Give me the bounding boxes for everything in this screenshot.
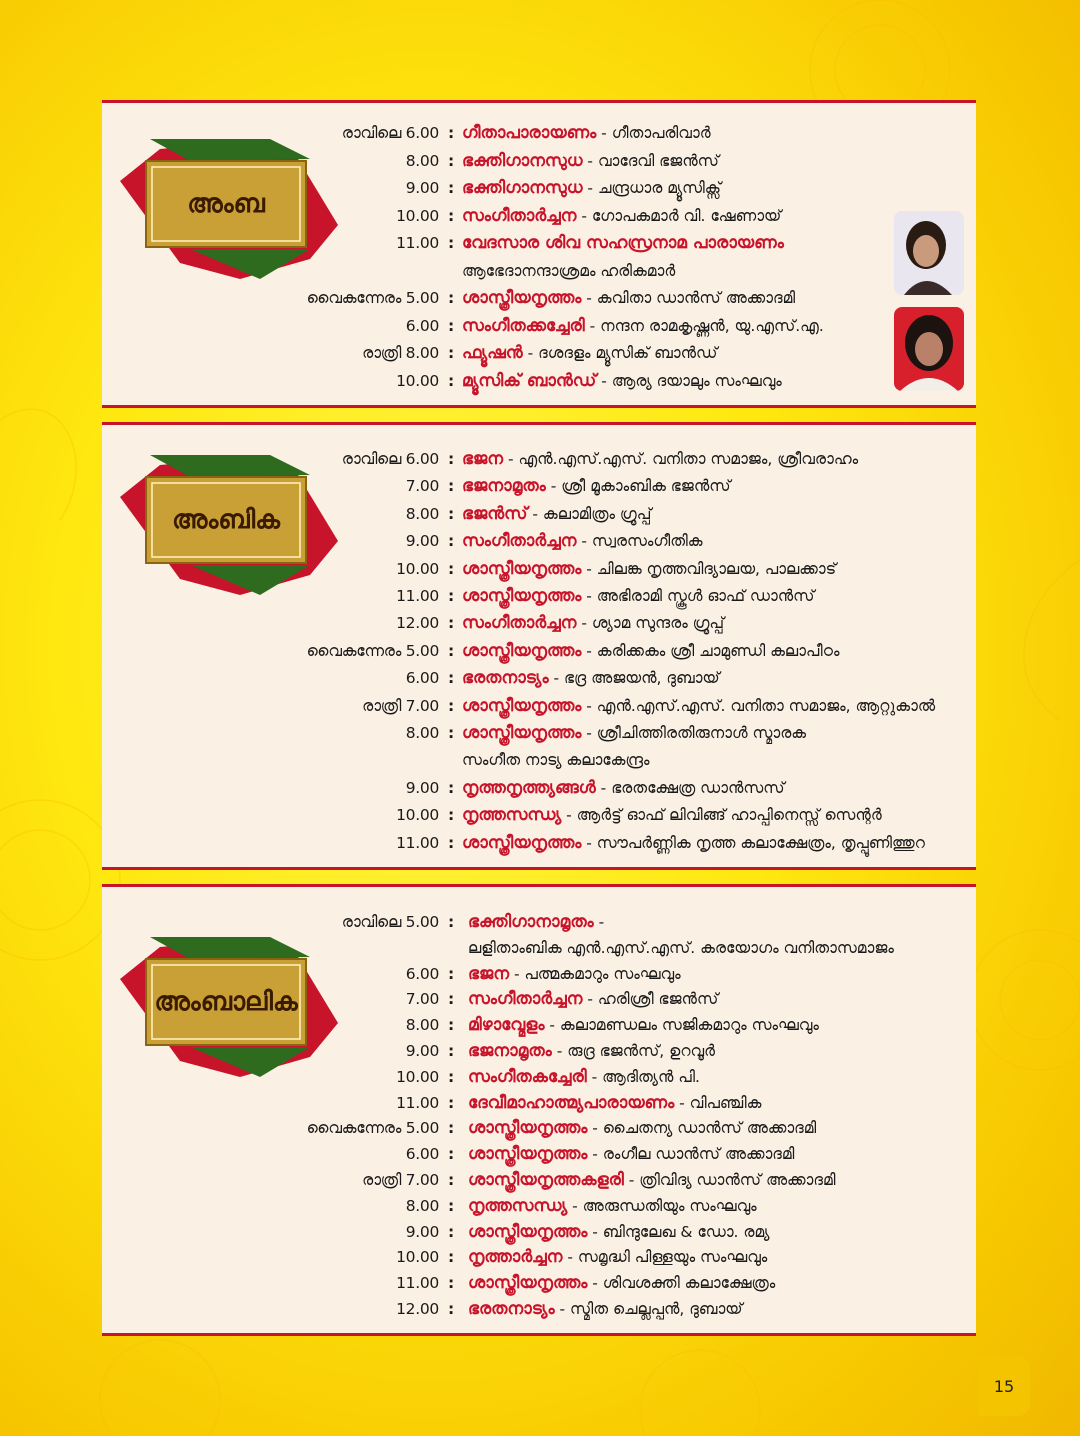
schedule-entry bbox=[462, 693, 935, 719]
separator: : bbox=[448, 1248, 455, 1267]
separator: : bbox=[448, 669, 455, 688]
program-name: ദേവീമാഹാത്മ്യപാരായണം bbox=[468, 1092, 675, 1113]
separator: : bbox=[448, 1067, 455, 1086]
program-name: ഭരതനാട്യം bbox=[468, 1299, 555, 1319]
separator: : bbox=[448, 778, 455, 797]
schedule-time: 11.00 bbox=[396, 1274, 439, 1293]
schedule-entry bbox=[468, 1141, 794, 1167]
schedule-row bbox=[102, 961, 976, 987]
separator: : bbox=[448, 316, 455, 335]
section-title: അംബ bbox=[187, 188, 265, 219]
schedule-time: രാവിലെ 6.00 bbox=[341, 450, 439, 468]
schedule-time: രാത്രി 7.00 bbox=[362, 1171, 439, 1189]
schedule-time: 6.00 bbox=[405, 964, 439, 983]
schedule-entry bbox=[462, 501, 651, 527]
schedule-entry bbox=[468, 1193, 757, 1219]
schedule-row bbox=[102, 935, 976, 961]
schedule-time: 9.00 bbox=[405, 532, 439, 551]
schedule-entry bbox=[462, 747, 650, 773]
performer-name: - ത്രിവിദ്യ ഡാൻസ് അക്കാദമി bbox=[623, 1171, 836, 1189]
schedule-row bbox=[102, 1090, 976, 1116]
schedule-entry bbox=[468, 1115, 816, 1141]
performer-name: - എൻ.എസ്.എസ്. വനിതാ സമാജം, ശ്രീവരാഹം bbox=[503, 450, 859, 468]
schedule-time: വൈകന്നേരം 5.00 bbox=[306, 1119, 439, 1138]
separator: : bbox=[448, 641, 455, 660]
schedule-row bbox=[102, 473, 976, 499]
performer-photo-1 bbox=[894, 211, 964, 295]
schedule-entry bbox=[468, 1090, 761, 1116]
schedule-time: 6.00 bbox=[405, 316, 439, 335]
separator: : bbox=[448, 696, 455, 715]
separator: : bbox=[448, 614, 455, 633]
performer-name: - ആർട്ട് ഓഫ് ലിവിങ്ങ് ഹാപ്പിനെസ്സ് സെന്റർ bbox=[561, 806, 882, 825]
schedule-row bbox=[102, 1038, 976, 1064]
schedule-time: 8.00 bbox=[405, 1016, 439, 1035]
schedule-time: രാത്രി 7.00 bbox=[362, 696, 439, 715]
program-name: ഭക്തിഗാനാമൃതം bbox=[468, 912, 594, 932]
performer-name: - സ്വരസംഗീതിക bbox=[576, 532, 703, 551]
schedule-time: 7.00 bbox=[405, 477, 439, 496]
schedule-entry bbox=[462, 285, 795, 311]
schedule-row bbox=[102, 120, 976, 146]
program-name: ശാസ്ത്രീയനൃത്തം bbox=[462, 558, 582, 579]
schedule-row bbox=[102, 583, 976, 609]
separator: : bbox=[448, 913, 455, 931]
program-name: ഭരതനാട്യം bbox=[462, 668, 549, 689]
program-name: സംഗീതക്കച്ചേരി bbox=[462, 315, 585, 336]
schedule-entry bbox=[462, 120, 711, 146]
performer-name: - ദശദളം മ്യൂസിക് ബാൻഡ് bbox=[522, 344, 718, 362]
schedule-row bbox=[102, 1219, 976, 1245]
schedule-row bbox=[102, 1193, 976, 1219]
program-name: ശാസ്ത്രീയനൃത്തം bbox=[462, 640, 582, 661]
program-name: ഭജനാമൃതം bbox=[462, 476, 546, 497]
schedule-entry bbox=[462, 830, 925, 856]
separator: : bbox=[448, 990, 455, 1009]
schedule-entry bbox=[462, 148, 719, 174]
separator: : bbox=[448, 964, 455, 983]
performer-name: - രംഗീല ഡാൻസ് അക്കാദമി bbox=[587, 1145, 795, 1164]
schedule-entry bbox=[462, 230, 784, 256]
program-name: ഗീതാപാരായണം bbox=[462, 123, 597, 143]
schedule-row bbox=[102, 1167, 976, 1193]
performer-name: - ഗീതാപരിവാർ bbox=[596, 124, 711, 142]
program-name: ഭക്തിഗാനസുധ bbox=[462, 178, 583, 198]
separator: : bbox=[448, 1119, 455, 1138]
separator: : bbox=[448, 1093, 455, 1112]
schedule-row bbox=[102, 528, 976, 554]
separator: : bbox=[448, 124, 455, 142]
separator: : bbox=[448, 504, 455, 523]
separator: : bbox=[448, 206, 455, 225]
performer-name: - ശ്യാമ സുന്ദരം ഗ്രൂപ്പ് bbox=[576, 614, 725, 633]
program-name: സംഗീതാർച്ചന bbox=[462, 205, 577, 226]
schedule-entry bbox=[462, 638, 839, 664]
program-name: ശാസ്ത്രീയനൃത്തം bbox=[462, 723, 582, 743]
performer-name: - കരിക്കകം ശ്രീ ചാമുണ്ഡി കലാപീഠം bbox=[581, 641, 840, 660]
separator: : bbox=[448, 724, 455, 742]
performer-name: - വിപഞ്ചിക bbox=[674, 1093, 762, 1112]
program-name: മിഴാവ്മേളം bbox=[468, 1015, 545, 1036]
program-name: സംഗീതകച്ചേരി bbox=[468, 1066, 587, 1087]
separator: : bbox=[448, 179, 455, 197]
program-name: നൃത്തസന്ധ്യ bbox=[468, 1195, 568, 1216]
performer-name: - ഭദ്ര അജയൻ, ദുബായ് bbox=[548, 669, 720, 688]
schedule-time: 12.00 bbox=[396, 1300, 439, 1318]
program-name: ഭജന bbox=[462, 449, 504, 469]
schedule-entry bbox=[462, 556, 836, 582]
schedule-entry bbox=[462, 446, 858, 472]
performer-name: - ഭരതക്ഷേത്ര ഡാൻസസ് bbox=[595, 778, 785, 797]
program-name: ഫ്യൂഷൻ bbox=[462, 343, 523, 363]
schedule-row bbox=[102, 909, 976, 935]
program-name: ശാസ്ത്രീയനൃത്തം bbox=[462, 695, 582, 716]
schedule-row bbox=[102, 775, 976, 801]
schedule-entry bbox=[462, 473, 731, 499]
separator: : bbox=[448, 806, 455, 825]
schedule-entry bbox=[462, 528, 703, 554]
schedule-row bbox=[102, 285, 976, 311]
performer-name: - എൻ.എസ്.എസ്. വനിതാ സമാജം, ആറ്റുകാൽ bbox=[581, 696, 936, 715]
schedule-row bbox=[102, 148, 976, 174]
schedule-row bbox=[102, 747, 976, 773]
performer-name: - അരുന്ധതിയും സംഘവും bbox=[567, 1196, 757, 1215]
schedule-time: വൈകന്നേരം 5.00 bbox=[306, 289, 439, 307]
program-name: സംഗീതാർച്ചന bbox=[462, 613, 577, 634]
performer-name: - രുദ്ര ഭജൻസ്, ഉറവൂർ bbox=[551, 1042, 716, 1060]
schedule-entry bbox=[468, 935, 894, 961]
performer-name: - ശിവശക്തി കലാക്ഷേത്രം bbox=[587, 1274, 776, 1293]
program-name: ശാസ്ത്രീയനൃത്തം bbox=[468, 1273, 588, 1294]
schedule-row bbox=[102, 830, 976, 856]
schedule-row bbox=[102, 368, 976, 394]
schedule-row bbox=[102, 1270, 976, 1296]
schedule-row bbox=[102, 1064, 976, 1090]
performer-name: സംഗീത നാട്യ കലാകേന്ദ്രം bbox=[462, 751, 650, 770]
performer-name: - സമൃദ്ധി പിള്ളയും സംഘവും bbox=[562, 1248, 768, 1267]
schedule-row bbox=[102, 986, 976, 1012]
performer-name: - ബിന്ദുലേഖ & ഡോ. രമ്യ bbox=[587, 1222, 770, 1241]
performer-name: - കലാമണ്ഡലം സജികമാറും സംഘവും bbox=[544, 1016, 819, 1035]
performer-name: - ഗോപകമാർ വി. ഷേണായ് bbox=[576, 206, 782, 225]
schedule-time: 7.00 bbox=[405, 990, 439, 1009]
schedule-row bbox=[102, 340, 976, 366]
performer-name: - പത്മകമാറും സംഘവും bbox=[509, 964, 681, 983]
performer-name: - ഹരിശ്രീ ഭജൻസ് bbox=[582, 990, 719, 1009]
page-number: 15 bbox=[978, 1356, 1030, 1416]
schedule-entry bbox=[462, 368, 782, 394]
program-name: ശാസ്ത്രീയനൃത്തകളരി bbox=[468, 1170, 624, 1190]
schedule-entry bbox=[462, 665, 720, 691]
schedule-row bbox=[102, 556, 976, 582]
separator: : bbox=[448, 833, 455, 852]
performer-name: - ചന്ദ്രധാര മ്യൂസിക്സ് bbox=[582, 179, 721, 197]
schedule-row bbox=[102, 313, 976, 339]
separator: : bbox=[448, 532, 455, 551]
schedule-time: 11.00 bbox=[396, 234, 439, 252]
schedule-row bbox=[102, 665, 976, 691]
schedule-time: 9.00 bbox=[405, 778, 439, 797]
schedule-entry bbox=[462, 775, 785, 801]
schedule-entry bbox=[468, 1219, 769, 1245]
schedule-entry bbox=[468, 1012, 819, 1038]
schedule-entry bbox=[468, 1064, 700, 1090]
separator: : bbox=[448, 559, 455, 578]
performer-name: - ശ്രീചിത്തിരതിരുനാൾ സ്മാരക bbox=[581, 724, 807, 742]
program-name: നൃത്തസന്ധ്യ bbox=[462, 805, 562, 826]
schedule-entry bbox=[462, 258, 675, 284]
program-name: മ്യൂസിക് ബാൻഡ് bbox=[462, 370, 597, 391]
performer-name: - അഭിരാമി സ്കൂൾ ഓഫ് ഡാൻസ് bbox=[581, 587, 815, 605]
performer-name: - ശ്രീ മൂകാംബിക ഭജൻസ് bbox=[545, 477, 731, 496]
schedule-panel-ambika bbox=[102, 422, 976, 870]
program-name: നൃത്താർച്ചന bbox=[468, 1247, 563, 1268]
schedule-entry bbox=[462, 340, 717, 366]
separator: : bbox=[448, 1300, 455, 1318]
program-name: ശാസ്ത്രീയനൃത്തം bbox=[468, 1221, 588, 1242]
schedule-time: 10.00 bbox=[396, 559, 439, 578]
schedule-entry bbox=[462, 313, 824, 339]
program-name: ശാസ്ത്രീയനൃത്തം bbox=[468, 1144, 588, 1165]
separator: : bbox=[448, 1274, 455, 1293]
performer-name: - സ്മിത ചെല്ലപ്പൻ, ദുബായ് bbox=[554, 1300, 743, 1318]
schedule-row bbox=[102, 1244, 976, 1270]
separator: : bbox=[448, 587, 455, 605]
schedule-time: 9.00 bbox=[405, 1222, 439, 1241]
schedule-time: 6.00 bbox=[405, 669, 439, 688]
performer-name: - സൗപർണ്ണിക നൃത്ത കലാക്ഷേത്രം, തൃപ്പൂണിത്തുറ bbox=[581, 833, 925, 852]
schedule-row bbox=[102, 610, 976, 636]
program-name: സംഗീതാർച്ചന bbox=[462, 531, 577, 552]
schedule-time: രാവിലെ 5.00 bbox=[341, 913, 439, 931]
schedule-entry bbox=[468, 1270, 775, 1296]
schedule-row bbox=[102, 446, 976, 472]
schedule-time: 8.00 bbox=[405, 504, 439, 523]
performer-name: - ചിലങ്ക നൃത്തവിദ്യാലയ, പാലക്കാട് bbox=[581, 559, 837, 578]
separator: : bbox=[448, 234, 455, 252]
separator: : bbox=[448, 450, 455, 468]
schedule-time: 10.00 bbox=[396, 206, 439, 225]
schedule-time: 11.00 bbox=[396, 1093, 439, 1112]
program-name: ശാസ്ത്രീയനൃത്തം bbox=[462, 586, 582, 606]
separator: : bbox=[448, 1016, 455, 1035]
schedule-time: രാവിലെ 6.00 bbox=[341, 124, 439, 142]
separator: : bbox=[448, 477, 455, 496]
schedule-time: 10.00 bbox=[396, 1248, 439, 1267]
schedule-time: 12.00 bbox=[396, 614, 439, 633]
schedule-row bbox=[102, 230, 976, 256]
performer-name: - ചൈതന്യ ഡാൻസ് അക്കാദമി bbox=[587, 1119, 817, 1138]
performer-name: ആഭേദാനന്ദാശ്രമം ഹരികമാർ bbox=[462, 261, 676, 280]
schedule-row bbox=[102, 1141, 976, 1167]
schedule-row bbox=[102, 1296, 976, 1322]
schedule-time: വൈകന്നേരം 5.00 bbox=[306, 641, 439, 660]
schedule-entry bbox=[462, 175, 721, 201]
schedule-time: 11.00 bbox=[396, 587, 439, 605]
schedule-time: 8.00 bbox=[405, 151, 439, 170]
schedule-row bbox=[102, 501, 976, 527]
performer-name: - കവിതാ ഡാൻസ് അക്കാദമി bbox=[581, 289, 796, 307]
performer-name: - വാദേവി ഭജൻസ് bbox=[582, 151, 719, 170]
program-name: ശാസ്ത്രീയനൃത്തം bbox=[462, 288, 582, 308]
program-name: ഭക്തിഗാനസുധ bbox=[462, 150, 583, 171]
schedule-time: 9.00 bbox=[405, 179, 439, 197]
schedule-entry bbox=[468, 986, 718, 1012]
separator: : bbox=[448, 151, 455, 170]
performer-name: - bbox=[593, 913, 605, 931]
schedule-row bbox=[102, 638, 976, 664]
schedule-entry bbox=[468, 961, 681, 987]
schedule-entry bbox=[468, 1296, 743, 1322]
schedule-time: 10.00 bbox=[396, 806, 439, 825]
schedule-row bbox=[102, 258, 976, 284]
separator: : bbox=[448, 344, 455, 362]
program-name: ശാസ്ത്രീയനൃത്തം bbox=[462, 832, 582, 853]
schedule-entry bbox=[468, 1244, 767, 1270]
performer-name: - ആര്യ ദയാലും സംഘവും bbox=[596, 371, 782, 390]
schedule-time: 6.00 bbox=[405, 1145, 439, 1164]
schedule-panel-amba bbox=[102, 100, 976, 408]
separator: : bbox=[448, 289, 455, 307]
separator: : bbox=[448, 1145, 455, 1164]
program-name: സംഗീതാർച്ചന bbox=[468, 989, 583, 1010]
program-name: നൃത്തനൃത്ത്യങ്ങൾ bbox=[462, 777, 596, 798]
section-title: അംബിക bbox=[172, 504, 280, 535]
schedule-entry bbox=[468, 1167, 835, 1193]
schedule-time: 10.00 bbox=[396, 1067, 439, 1086]
program-name: ഭജൻസ് bbox=[462, 503, 528, 524]
program-name: ഭജനാമൃതം bbox=[468, 1041, 552, 1061]
schedule-entry bbox=[462, 720, 806, 746]
schedule-time: 8.00 bbox=[405, 1196, 439, 1215]
performer-name: - നന്ദന രാമകൃഷ്ണൻ, യു.എസ്.എ. bbox=[584, 316, 824, 335]
schedule-row bbox=[102, 175, 976, 201]
separator: : bbox=[448, 1222, 455, 1241]
schedule-time: 9.00 bbox=[405, 1042, 439, 1060]
schedule-entry bbox=[462, 203, 781, 229]
schedule-row bbox=[102, 802, 976, 828]
program-name: ശാസ്ത്രീയനൃത്തം bbox=[468, 1118, 588, 1139]
schedule-time: 8.00 bbox=[405, 724, 439, 742]
separator: : bbox=[448, 371, 455, 390]
separator: : bbox=[448, 1171, 455, 1189]
section-title: അംബാലിക bbox=[154, 986, 298, 1017]
schedule-entry bbox=[462, 583, 814, 609]
separator: : bbox=[448, 1042, 455, 1060]
performer-name: - ആദിത്യൻ പി. bbox=[586, 1067, 700, 1086]
program-name: ഭജന bbox=[468, 963, 510, 984]
schedule-row bbox=[102, 1115, 976, 1141]
schedule-row bbox=[102, 693, 976, 719]
schedule-row bbox=[102, 720, 976, 746]
schedule-time: 11.00 bbox=[396, 833, 439, 852]
schedule-time: രാത്രി 8.00 bbox=[362, 344, 439, 362]
performer-name: ലളിതാംബിക എൻ.എസ്.എസ്. കരയോഗം വനിതാസമാജം bbox=[468, 938, 894, 957]
schedule-row bbox=[102, 1012, 976, 1038]
performer-photo-2 bbox=[894, 307, 964, 391]
schedule-entry bbox=[468, 909, 604, 935]
separator: : bbox=[448, 1196, 455, 1215]
performer-name: - കലാമിത്രം ഗ്രൂപ്പ് bbox=[527, 504, 652, 523]
schedule-row bbox=[102, 203, 976, 229]
schedule-time: 10.00 bbox=[396, 371, 439, 390]
schedule-entry bbox=[468, 1038, 715, 1064]
schedule-panel-ambalika bbox=[102, 884, 976, 1336]
program-name: വേദസാര ശിവ സഹസ്രനാമ പാരായണം bbox=[462, 233, 784, 253]
schedule-entry bbox=[462, 610, 724, 636]
schedule-entry bbox=[462, 802, 882, 828]
